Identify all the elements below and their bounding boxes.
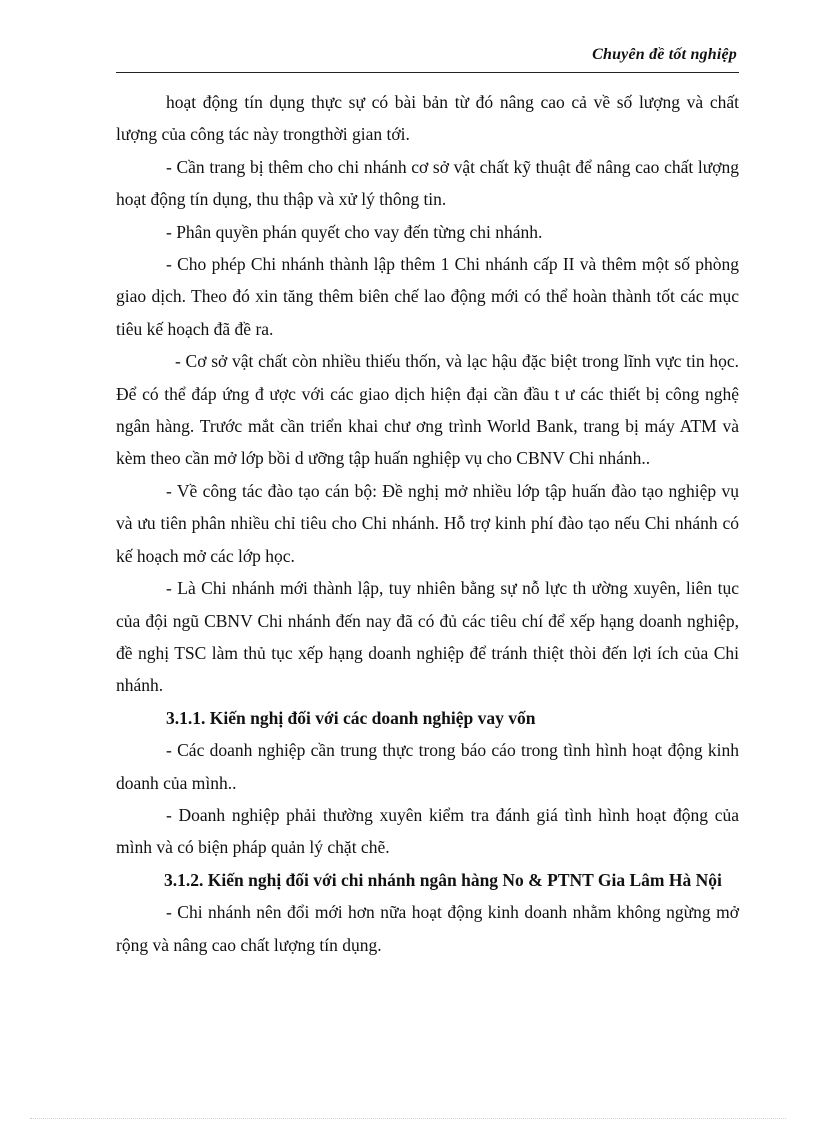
paragraph: - Cần trang bị thêm cho chi nhánh cơ sở vật chất kỹ thuật để nâng cao chất lượng hoạt động tín dụng, thu thập và xử lý thông tin. bbox=[116, 156, 739, 210]
section-heading: 3.1.1. Kiến nghị đối với các doanh nghiệp vay vốn bbox=[166, 707, 536, 728]
paragraph: hoạt động tín dụng thực sự có bài bản từ đó nâng cao cả về số lượng và chất lượng của công tác này trongthời gian tới. bbox=[116, 92, 739, 145]
paragraph: - Cho phép Chi nhánh thành lập thêm 1 Chi nhánh cấp II và thêm một số phòng giao dịch. Theo đó xin tăng thêm biên chế lao động mới có thể hoàn thành tốt các mục tiêu kế hoạch đã đề ra. bbox=[116, 254, 739, 339]
footer-divider bbox=[30, 1118, 786, 1119]
page-header bbox=[116, 44, 739, 73]
section-heading: 3.1.2. Kiến nghị đối với chi nhánh ngân hàng No & PTNT Gia Lâm Hà Nội bbox=[164, 869, 722, 890]
header-title: Chuyên đề tốt nghiệp bbox=[592, 46, 737, 63]
paragraph: - Các doanh nghiệp cần trung thực trong báo cáo trong tình hình hoạt động kinh doanh của mình.. bbox=[116, 740, 739, 793]
body-text bbox=[116, 86, 739, 961]
paragraph: - Doanh nghiệp phải thường xuyên kiểm tra đánh giá tình hình hoạt động của mình và có biện pháp quản lý chặt chẽ. bbox=[116, 804, 739, 858]
paragraph: - Chi nhánh nên đổi mới hơn nữa hoạt động kinh doanh nhằm không ngừng mở rộng và nâng cao chất lượng tín dụng. bbox=[116, 902, 739, 955]
paragraph: - Là Chi nhánh mới thành lập, tuy nhiên bằng sự nỗ lực th ường xuyên, liên tục của đội ngũ CBNV Chi nhánh đến nay đã có đủ các tiêu chí để xếp hạng doanh nghiệp, đề nghị TSC làm thủ tục xếp hạng doanh nghiệp để tránh thiệt thòi đến lợi ích của Chi nhánh. bbox=[116, 578, 739, 696]
paragraph: - Về công tác đào tạo cán bộ: Đề nghị mở nhiều lớp tập huấn đào tạo nghiệp vụ và ưu tiên phân nhiều chỉ tiêu cho Chi nhánh. Hỗ trợ kinh phí đào tạo nếu Chi nhánh có kế hoạch mở các lớp học. bbox=[116, 480, 739, 566]
paragraph: - Cơ sở vật chất còn nhiều thiếu thốn, và lạc hậu đặc biệt trong lĩnh vực tin học. Để có thể đáp ứng đ ược với các giao dịch hiện đại cần đầu t ư các thiết bị công nghệ ngân hàng. Trước mắt cần triển khai chư ơng trình World Bank, trang bị máy ATM và kèm theo cần mở lớp bồi d ưỡng tập huấn nghiệp vụ cho CBNV Chi nhánh.. bbox=[116, 351, 739, 469]
paragraph: - Phân quyền phán quyết cho vay đến từng chi nhánh. bbox=[166, 221, 543, 242]
